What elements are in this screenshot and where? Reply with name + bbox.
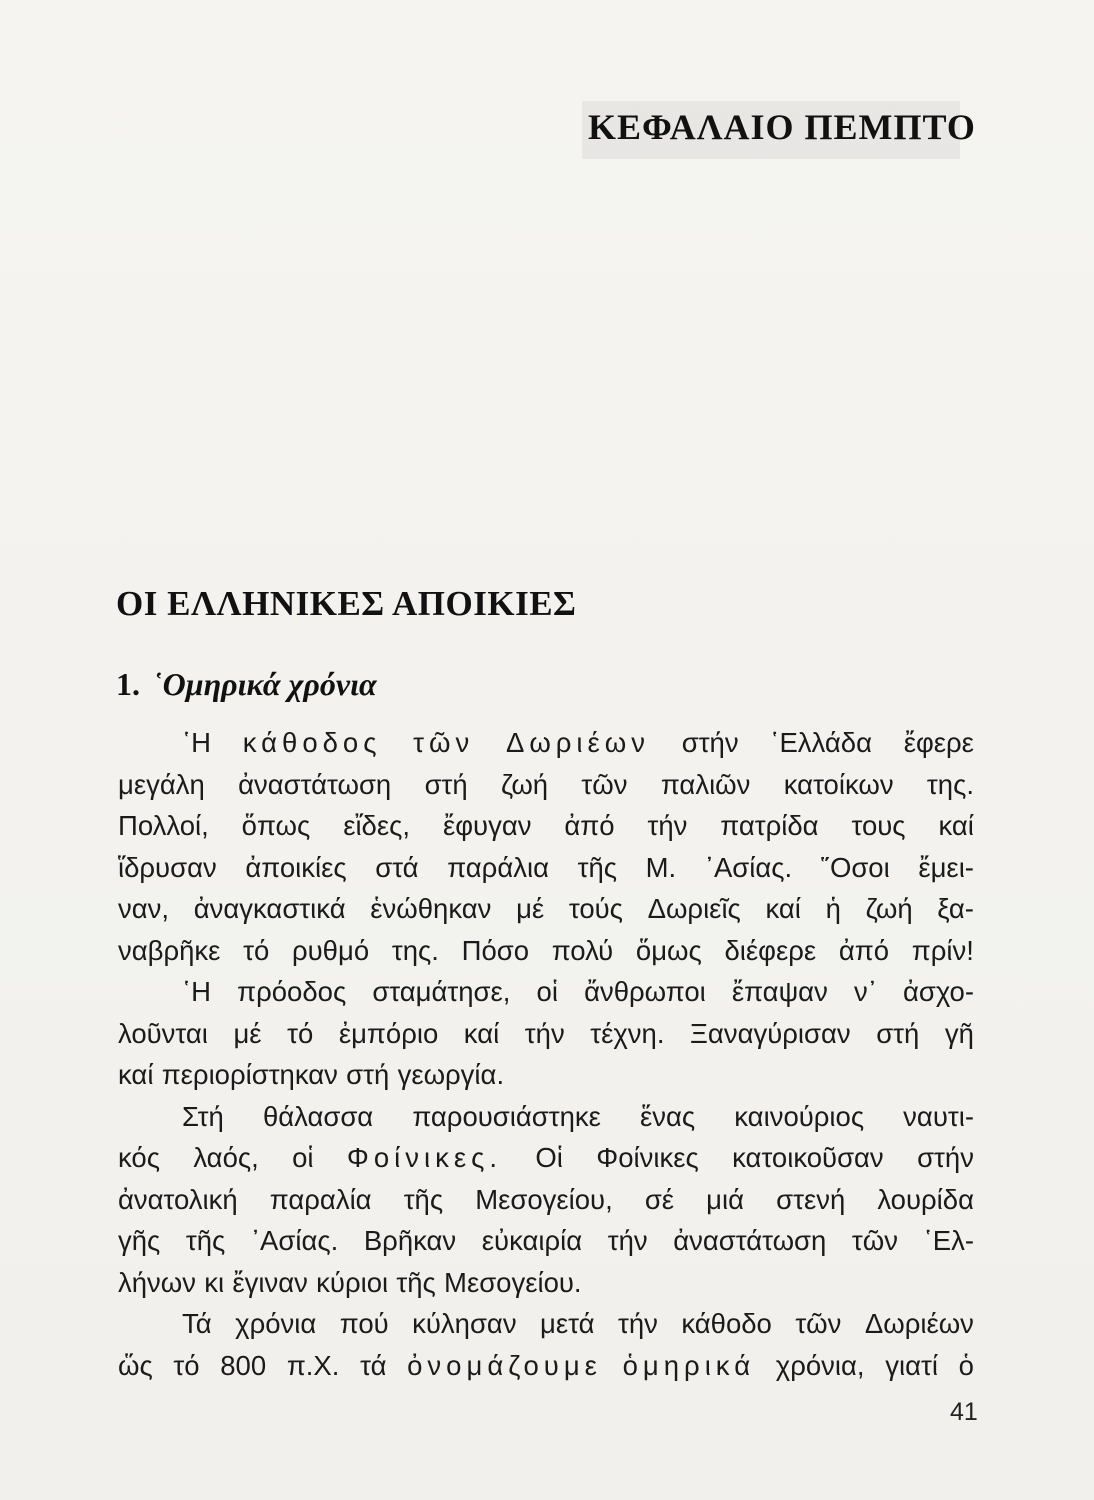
text-line xyxy=(118,1054,974,1096)
word: τῆς xyxy=(185,1225,226,1256)
word: τῶν xyxy=(851,1225,898,1256)
word: τους xyxy=(851,810,906,841)
text-line xyxy=(118,1220,974,1262)
word: καί xyxy=(938,810,974,841)
word: σταμάτησε, xyxy=(372,976,511,1007)
section-heading xyxy=(116,666,377,703)
word: Τά xyxy=(182,1308,212,1339)
word: κι xyxy=(204,1266,225,1298)
word: ὥς xyxy=(118,1349,153,1381)
text-line xyxy=(118,764,974,806)
section-title: ῾Ομηρικά χρόνια xyxy=(152,666,377,702)
word: ζωή xyxy=(501,768,549,800)
body-text xyxy=(118,722,974,1386)
word: ἀπό xyxy=(838,934,890,966)
word: Μεσογείου. xyxy=(444,1266,582,1298)
word: περιορίστηκαν xyxy=(161,1059,338,1090)
word: τῶν xyxy=(413,727,475,758)
word: στή xyxy=(876,1017,920,1049)
word: Πολλοί, xyxy=(118,810,209,841)
word: ναν, xyxy=(118,893,170,924)
word: ἀσχο- xyxy=(902,976,974,1007)
word: ῾Ελλάδα xyxy=(770,727,872,758)
word: λήνων xyxy=(118,1266,197,1298)
text-line xyxy=(118,1137,974,1179)
word: τῆς xyxy=(396,1266,436,1298)
word: καί xyxy=(463,1017,500,1049)
word: Μ. xyxy=(645,851,677,883)
word: ῾Η xyxy=(182,976,212,1007)
word: ῾Ελ- xyxy=(923,1225,974,1256)
word: οἱ xyxy=(292,1142,314,1173)
word: ὀνομάζουμε xyxy=(407,1349,602,1381)
word: Στή xyxy=(182,1100,224,1132)
word: ἔφερε xyxy=(903,727,974,758)
text-line xyxy=(118,1096,974,1138)
word: σέ xyxy=(644,1183,675,1215)
word: πατρίδα xyxy=(720,810,819,841)
word: ρυθμό xyxy=(292,934,370,966)
word: ἵδρυσαν xyxy=(118,851,217,883)
word: πρόοδος xyxy=(237,976,347,1007)
word: μεγάλη xyxy=(118,768,205,800)
word: εὐκαιρία xyxy=(481,1225,583,1256)
text-line xyxy=(118,1303,974,1345)
page-number: 41 xyxy=(950,1398,978,1426)
word: ὅπως xyxy=(241,810,311,841)
word: παλιῶν xyxy=(660,768,751,800)
word: Δωριέων xyxy=(505,727,651,758)
chapter-title: ΚΕΦΑΛΑΙΟ ΠΕΜΠΤΟ xyxy=(588,107,976,147)
text-line xyxy=(118,1262,974,1304)
word: τῆς xyxy=(577,851,618,883)
word: 800 xyxy=(220,1349,267,1381)
text-line xyxy=(118,1179,974,1221)
word: τά xyxy=(360,1349,387,1381)
word: τέχνη. xyxy=(590,1017,665,1049)
text-line xyxy=(118,971,974,1013)
text-line xyxy=(118,805,974,847)
word: ἔμει- xyxy=(918,851,974,883)
word: μετά xyxy=(540,1308,595,1339)
word: καινούριος xyxy=(734,1100,865,1132)
word: ναυτι- xyxy=(903,1100,974,1132)
word: ξα- xyxy=(937,893,974,924)
word: ᾿Ασίας. xyxy=(250,1225,339,1256)
word: στήν xyxy=(917,1142,974,1173)
text-line xyxy=(118,888,974,930)
word: μέ xyxy=(233,1017,262,1049)
word: λαός, xyxy=(193,1142,259,1173)
word: Ξαναγύρισαν xyxy=(690,1017,851,1049)
word: ὁμηρικά xyxy=(622,1349,756,1381)
word: κύλησαν xyxy=(412,1308,517,1339)
text-line xyxy=(118,722,974,764)
word: γῆ xyxy=(944,1017,974,1049)
word: εἴδες, xyxy=(343,810,411,841)
text-line xyxy=(118,847,974,889)
word: ζωή xyxy=(865,893,913,924)
word: παρουσιάστηκε xyxy=(412,1100,601,1132)
word: ναβρῆκε xyxy=(118,934,221,966)
word: γεωργία. xyxy=(397,1059,505,1090)
part-title: ΟΙ ΕΛΛΗΝΙΚΕΣ ΑΠΟΙΚΙΕΣ xyxy=(116,584,577,623)
word: Φοίνικες. xyxy=(346,1142,503,1173)
section-number: 1. xyxy=(116,666,140,702)
word: ἔγιναν xyxy=(232,1266,308,1298)
word: παραλία xyxy=(269,1183,372,1215)
word: ἔφυγαν xyxy=(442,810,532,841)
word: τῶν xyxy=(795,1308,842,1339)
word: μιά xyxy=(706,1183,745,1215)
word: ἔπαψαν xyxy=(731,976,828,1007)
word: Οἱ xyxy=(535,1142,563,1173)
word: ἀναστάτωση xyxy=(673,1225,827,1256)
word: ἀπό xyxy=(564,810,615,841)
word: κάθοδο xyxy=(681,1308,772,1339)
word: ἡ xyxy=(825,893,841,924)
word: λοῦνται xyxy=(118,1017,208,1049)
word: τούς xyxy=(568,893,623,924)
word: ὅμως xyxy=(635,934,702,966)
word: στή xyxy=(424,768,468,800)
word: διέφερε xyxy=(724,934,817,966)
word: πρίν! xyxy=(911,934,974,966)
text-line xyxy=(118,930,974,972)
word: κατοικοῦσαν xyxy=(732,1142,884,1173)
word: τήν xyxy=(617,1308,658,1339)
word: Δωριεῖς xyxy=(647,893,741,924)
word: θάλασσα xyxy=(262,1100,374,1132)
word: χρόνια, xyxy=(775,1349,865,1381)
word: ᾿Ασίας. xyxy=(704,851,793,883)
word: ἐμπόριο xyxy=(338,1017,439,1049)
word: ν᾿ xyxy=(853,976,877,1007)
word: ἕνας xyxy=(640,1100,696,1132)
word: στά xyxy=(375,851,419,883)
word: Φοίνικες xyxy=(596,1142,699,1173)
word: της. xyxy=(391,934,439,966)
word: Μεσογείου, xyxy=(475,1183,613,1215)
word: κός xyxy=(118,1142,160,1173)
word: στή xyxy=(346,1059,390,1090)
word: της. xyxy=(926,768,974,800)
word: οἱ xyxy=(536,976,558,1007)
word: ἀποικίες xyxy=(245,851,347,883)
word: παράλια xyxy=(447,851,549,883)
word: Βρῆκαν xyxy=(363,1225,457,1256)
word: Πόσο xyxy=(461,934,530,966)
word: πολύ xyxy=(551,934,614,966)
word: στενή xyxy=(776,1183,846,1215)
word: ἀναστάτωση xyxy=(238,768,392,800)
word: Δωριέων xyxy=(864,1308,974,1339)
word: τῶν xyxy=(581,768,628,800)
word: λουρίδα xyxy=(877,1183,974,1215)
word: γιατί xyxy=(885,1349,938,1381)
word: κάθοδος xyxy=(242,727,382,758)
word: γῆς xyxy=(118,1225,161,1256)
word: κύριοι xyxy=(316,1266,389,1298)
word: στήν xyxy=(681,727,739,758)
word: τό xyxy=(243,934,270,966)
word: τήν xyxy=(607,1225,648,1256)
word: κατοίκων xyxy=(783,768,894,800)
word: καί xyxy=(765,893,801,924)
word: π.Χ. xyxy=(286,1349,340,1381)
word: ῾Η xyxy=(182,727,212,758)
word: πού xyxy=(339,1308,389,1339)
word: τῆς xyxy=(403,1183,444,1215)
word: ἄνθρωποι xyxy=(584,976,706,1007)
word: ἑνώθηκαν xyxy=(370,893,492,924)
word: μέ xyxy=(516,893,545,924)
word: καί xyxy=(118,1059,154,1090)
word: τό xyxy=(173,1349,200,1381)
word: ἀναγκαστικά xyxy=(193,893,346,924)
text-line xyxy=(118,1345,974,1387)
word: ὁ xyxy=(958,1349,974,1381)
word: χρόνια xyxy=(235,1308,317,1339)
word: ῞Οσοι xyxy=(820,851,890,883)
word: τό xyxy=(287,1017,314,1049)
word: τήν xyxy=(524,1017,565,1049)
word: τήν xyxy=(647,810,688,841)
text-line xyxy=(118,1013,974,1055)
word: ἀνατολική xyxy=(118,1183,238,1215)
